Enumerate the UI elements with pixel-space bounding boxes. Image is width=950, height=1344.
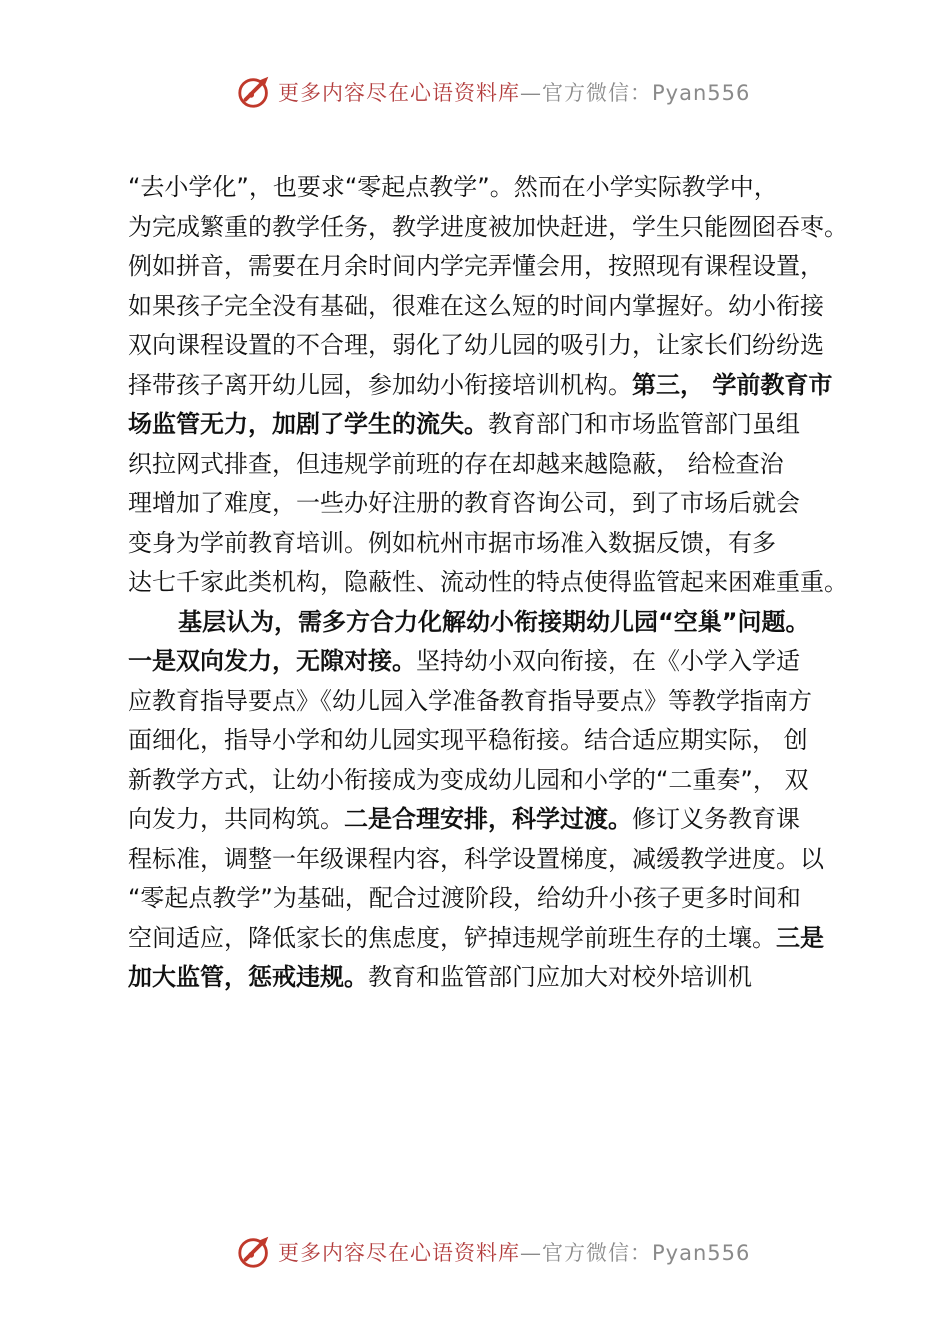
banner-wechat-text: 官方微信：Pyan556: [542, 81, 751, 105]
text-segment: 如果孩子完全没有基础，很难在这么短的时间内掌握好。幼小衔接: [128, 291, 824, 320]
bold-text-segment: 一是双向发力，无隙对接。: [128, 647, 416, 675]
text-segment: “零起点教学”为基础，配合过渡阶段，给幼升小孩子更多时间和: [128, 884, 801, 912]
text-segment: 教育部门和市场监管部门虽组: [488, 410, 800, 438]
text-line: [128, 761, 868, 801]
text-line: [128, 366, 868, 406]
text-segment: 空间适应，降低家长的焦虑度，铲掉违规学前班生存的土壤。: [128, 923, 776, 952]
brand-logo-icon: [236, 73, 274, 111]
text-segment: 达七千家此类机构，隐蔽性、流动性的特点使得监管起来困难重重。: [128, 568, 848, 596]
text-line: [128, 247, 868, 287]
text-segment: 理增加了难度，一些办好注册的教育咨询公司，到了市场后就会: [128, 489, 800, 517]
text-line: [128, 484, 868, 524]
bold-text-segment: 加大监管，惩戒违规。: [128, 963, 368, 991]
document-body: [128, 168, 868, 998]
text-line: [128, 682, 868, 722]
text-line: [128, 445, 868, 485]
header-banner: [236, 72, 756, 112]
text-line: [128, 563, 868, 603]
text-line: [128, 287, 868, 327]
banner-dash: —: [520, 81, 542, 105]
banner-text: [278, 1237, 750, 1267]
text-line: [128, 168, 868, 208]
footer-banner: [236, 1232, 756, 1272]
text-segment: 程标准，调整一年级课程内容，科学设置梯度，减缓教学进度。以: [128, 844, 824, 873]
banner-dash: —: [520, 1241, 542, 1265]
text-line: [128, 840, 868, 880]
text-line: [128, 208, 868, 248]
text-segment: 面细化，指导小学和幼儿园实现平稳衔接。结合适应期实际， 创: [128, 726, 808, 754]
text-line: [128, 721, 868, 761]
banner-text: [278, 77, 750, 107]
banner-main-text: 更多内容尽在心语资料库: [278, 81, 520, 105]
text-segment: 新教学方式，让幼小衔接成为变成幼儿园和小学的“二重奏”， 双: [128, 765, 809, 794]
banner-wechat-text: 官方微信：Pyan556: [542, 1241, 751, 1265]
text-segment: 变身为学前教育培训。例如杭州市据市场准入数据反馈，有多: [128, 528, 776, 557]
text-segment: 织拉网式排查，但违规学前班的存在却越来越隐蔽， 给检查治: [128, 449, 784, 478]
banner-main-text: 更多内容尽在心语资料库: [278, 1241, 520, 1265]
bold-text-segment: 基层认为，需多方合力化解幼小衔接期幼儿园“空巢”问题。: [178, 607, 810, 636]
text-line: [128, 603, 868, 643]
bold-text-segment: 第三， 学前教育市: [632, 370, 833, 399]
text-segment: 修订义务教育课: [632, 805, 800, 833]
text-line: [128, 879, 868, 919]
text-segment: 例如拼音，需要在月余时间内学完弄懂会用，按照现有课程设置，: [128, 252, 824, 280]
text-line: [128, 800, 868, 840]
text-line: [128, 524, 868, 564]
bold-text-segment: 三是: [776, 923, 824, 952]
text-segment: 双向课程设置的不合理，弱化了幼儿园的吸引力，让家长们纷纷选: [128, 331, 824, 359]
bold-text-segment: 二是合理安排，科学过渡。: [344, 805, 632, 833]
text-line: [128, 919, 868, 959]
text-line: [128, 642, 868, 682]
text-segment: 择带孩子离开幼儿园，参加幼小衔接培训机构。: [128, 370, 632, 399]
text-segment: “去小学化”，也要求“零起点教学”。然而在小学实际教学中，: [128, 173, 778, 201]
text-segment: 向发力，共同构筑。: [128, 805, 344, 833]
brand-logo-icon: [236, 1233, 274, 1271]
text-segment: 应教育指导要点》《幼儿园入学准备教育指导要点》等教学指南方: [128, 686, 812, 715]
text-line: [128, 958, 868, 998]
text-segment: 为完成繁重的教学任务，教学进度被加快赶进，学生只能囫囵吞枣。: [128, 212, 848, 241]
text-segment: 教育和监管部门应加大对校外培训机: [368, 963, 752, 991]
bold-text-segment: 场监管无力，加剧了学生的流失。: [128, 410, 488, 438]
text-line: [128, 405, 868, 445]
text-segment: 坚持幼小双向衔接，在《小学入学适: [416, 647, 800, 675]
text-line: [128, 326, 868, 366]
